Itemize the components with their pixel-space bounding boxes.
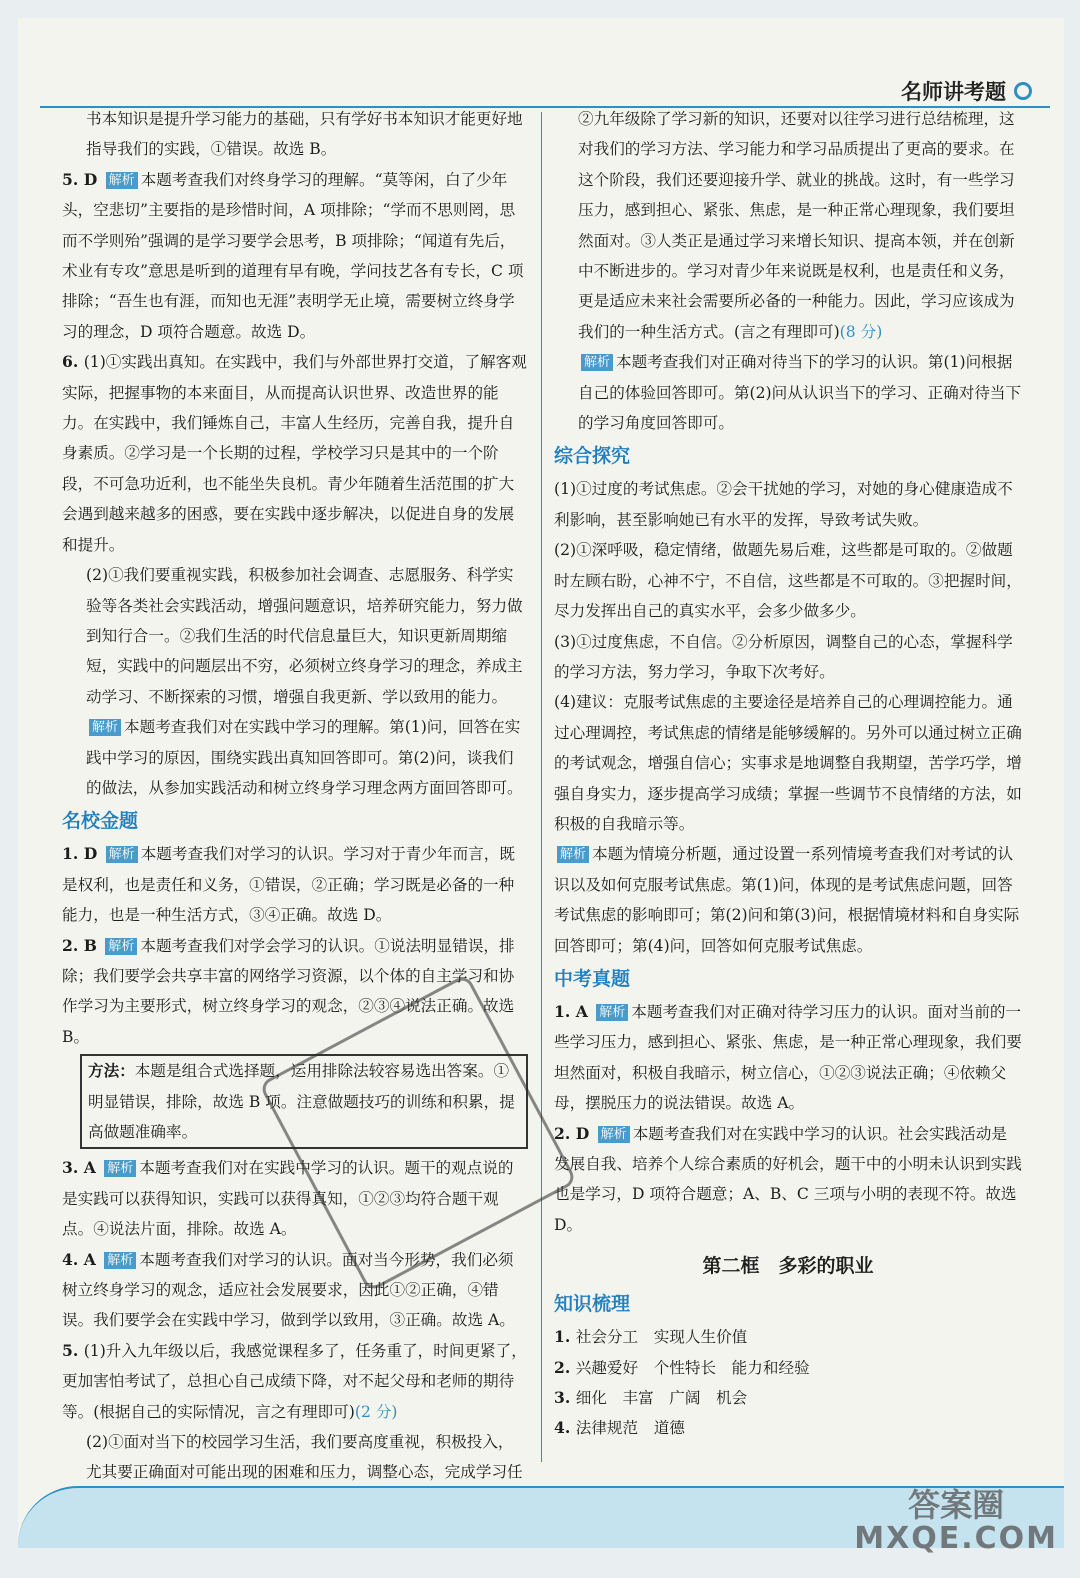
- item-number: 3. A: [62, 1158, 102, 1178]
- item-number: 1. A: [554, 1001, 594, 1021]
- item-text: (1)升入九年级以后，我感觉课程多了，任务重了，时间更紧了，更加害怕考试了，总担心自己成绩下降，对不起父母和老师的期待等。(根据自己的实际情况，言之有理即可): [62, 1341, 527, 1421]
- score-note: (2 分): [354, 1402, 398, 1421]
- item-text: 细化 丰富 广阔 机会: [575, 1389, 748, 1408]
- item-number: 4. A: [62, 1249, 102, 1269]
- item-text: ②九年级除了学习新的知识，还要对以往学习进行总结梳理，这对我们的学习方法、学习能力和学习品质提出了更高的要求。在这个阶段，我们还要迎接升学、就业的挑战。这时，有一些学习压力，感到担心、紧张、焦虑，是一种正常心理现象，我们要坦然面对。③人类正是通过学习来增长知识、提高本领，并在创新中不断进步的。学习对青少年来说既是权利，也是责任和义务，更是适应未来社会需要所必备的一种能力。因此，学习应该成为我们的一种生活方式。(言之有理即可): [578, 110, 1015, 341]
- answer-item: [554, 997, 1022, 1119]
- item-text: 法律规范 道德: [575, 1419, 685, 1438]
- answer-item: [554, 1413, 1022, 1443]
- item-number: 1. D: [62, 844, 103, 864]
- answer-paragraph: [554, 347, 1022, 438]
- section-heading: 名校金题: [62, 810, 139, 833]
- item-text: 本题考查我们对在实践中学习的认识。社会实践活动是发展自我、培养个人综合素质的好机会，题干中的小明未认识到实践也是学习，D 项符合题意；A、B、C 三项与小明的表现不符。故选 D。: [554, 1124, 1022, 1234]
- analysis-tag: 解析: [105, 938, 137, 955]
- watermark-line1: 答案圈: [908, 1486, 1005, 1524]
- section-heading: 综合探究: [554, 445, 631, 468]
- item-text: (3)①过度焦虑，不自信。②分析原因，调整自己的心态，掌握科学的学习方法，努力学习，争取下次考好。: [554, 632, 1013, 681]
- analysis-tag: 解析: [581, 354, 613, 371]
- site-watermark: [854, 1488, 1058, 1556]
- item-text: 本题考查我们对在实践中学习的理解。第(1)问，回答在实践中学习的原因，围绕实践出真知回答即可。第(2)问，谈我们的做法，从参加实践活动和树立终身学习理念两方面回答即可。: [86, 718, 523, 797]
- item-text: (1)①过度的考试焦虑。②会干扰她的学习，对她的身心健康造成不利影响，甚至影响她已有水平的发挥，导致考试失败。: [554, 480, 1013, 529]
- item-text: (2)①深呼吸，稳定情绪，做题先易后难，这些都是可取的。②做题时左顾右盼，心神不宁，不自信，这些都是不可取的。③把握时间，尽力发挥出自己的真实水平，会多少做多少。: [554, 541, 1022, 621]
- item-text: 本题考查我们对终身学习的理解。“莫等闲，白了少年头，空悲切”主要指的是珍惜时间，A 项排除；“学而不思则罔，思而不学则殆”强调的是学习要学会思考，B 项排除；“闻道有先后，术业有专攻”意思是听到的道理有早有晚，学问技艺各有专长，C 项排除；“吾生也有涯，而知也无涯”表明学无止境，需要树立终身学习的理念，D 项符合题意。故选 D。: [62, 170, 524, 341]
- answer-item: [62, 165, 528, 347]
- answer-paragraph: [62, 104, 528, 165]
- item-text: (2)①我们要重视实践，积极参加社会调查、志愿服务、科学实验等各类社会实践活动，增强问题意识，培养研究能力，努力做到知行合一。②我们生活的时代信息量巨大，知识更新周期缩短，实践中的问题层出不穷，必须树立终身学习的理念，养成主动学习、不断探索的习惯，增强自我更新、学以致用的能力。: [86, 566, 523, 706]
- item-text: 本题考查我们对学习的认识。学习对于青少年而言，既是权利，也是责任和义务，①错误，②正确；学习既是必备的一种能力，也是一种生活方式，③④正确。故选 D。: [62, 845, 515, 925]
- item-text: 本题考查我们对在实践中学习的认识。题干的观点说的是实践可以获得知识，实践可以获得真知，①②③均符合题干观点。④说法片面，排除。故选 A。: [62, 1159, 514, 1239]
- answer-paragraph: [554, 535, 1022, 626]
- answer-paragraph: [554, 839, 1022, 961]
- item-text: 社会分工 实现人生价值: [575, 1328, 748, 1347]
- item-number: 2. D: [554, 1123, 595, 1143]
- answer-item: [62, 347, 528, 560]
- answer-item: [62, 839, 528, 930]
- analysis-tag: 解析: [106, 846, 138, 863]
- score-note: (8 分): [839, 322, 883, 341]
- answer-item: [554, 1353, 1022, 1383]
- analysis-tag: 解析: [104, 1160, 136, 1177]
- header-title: 名师讲考题: [901, 80, 1006, 104]
- answer-paragraph: [554, 687, 1022, 839]
- method-text: 本题是组合式选择题，运用排除法较容易选出答案。①明显错误，排除，故选 B 项。注意做题技巧的训练和积累，提高做题准确率。: [88, 1062, 515, 1141]
- header-circle-icon: [1014, 82, 1032, 100]
- answer-item: [554, 1322, 1022, 1352]
- item-text: 本题考查我们对正确对待学习压力的认识。面对当前的一些学习压力，感到担心、紧张、焦虑，是一种正常心理现象，我们要坦然面对，积极自我暗示，树立信心，①②③说法正确；④依赖父母，摆脱压力的说法错误。故选 A。: [554, 1002, 1022, 1113]
- item-text: (1)①实践出真知。在实践中，我们与外部世界打交道，了解客观实际，把握事物的本来面目，从而提高认识世界、改造世界的能力。在实践中，我们锤炼自己，丰富人生经历，完善自我，提升自身素质。②学习是一个长期的过程，学校学习只是其中的一个阶段，不可急功近利，也不能坐失良机。青少年随着生活范围的扩大会遇到越来越多的困惑，要在实践中逐步解决，以促进自身的发展和提升。: [62, 353, 527, 554]
- section-heading: 中考真题: [554, 967, 631, 990]
- watermark-line2: MXQE.COM: [854, 1521, 1058, 1556]
- method-label: 方法：: [88, 1061, 135, 1081]
- analysis-tag: 解析: [557, 846, 589, 863]
- answer-item: [62, 1245, 528, 1336]
- analysis-tag: 解析: [598, 1126, 630, 1143]
- answer-paragraph: [62, 712, 528, 803]
- item-text: 本题考查我们对学习的认识。面对当今形势，我们必须树立终身学习的观念，适应社会发展要求，因此①②正确，④错误。我们要学会在实践中学习，做到学以致用，③正确。故选 A。: [62, 1250, 515, 1330]
- left-column: [62, 104, 528, 1518]
- item-number: 5.: [62, 1340, 84, 1360]
- item-text: 书本知识是提升学习能力的基础，只有学好书本知识才能更好地指导我们的实践，①错误。故选 B。: [86, 110, 523, 159]
- item-number: 4.: [554, 1418, 576, 1438]
- item-number: 6.: [62, 352, 84, 372]
- analysis-tag: 解析: [89, 719, 121, 736]
- analysis-tag: 解析: [596, 1004, 628, 1021]
- right-column: [554, 104, 1022, 1444]
- answer-paragraph: [554, 474, 1022, 535]
- answer-paragraph: [554, 104, 1022, 347]
- item-text: (2)①面对当下的校园学习生活，我们要高度重视，积极投入，尤其要正确面对可能出现的困难和压力，调整心态，完成学习任: [86, 1433, 523, 1482]
- item-text: 本题考查我们对正确对待当下的学习的认识。第(1)问根据自己的体验回答即可。第(2)问从认识当下的学习、正确对待当下的学习角度回答即可。: [578, 353, 1022, 433]
- answer-paragraph: [554, 627, 1022, 688]
- item-text: 本题为情境分析题，通过设置一系列情境考查我们对考试的认识以及如何克服考试焦虑。第(1)问，体现的是考试焦虑问题，回答考试焦虑的影响即可；第(2)问和第(3)问，根据情境材料和自身实际回答即可；第(4)问，回答如何克服考试焦虑。: [554, 845, 1020, 955]
- answer-item: [62, 1336, 528, 1427]
- page-header: [40, 72, 1050, 108]
- item-number: 5. D: [62, 169, 103, 189]
- item-text: (4)建议：克服考试焦虑的主要途径是培养自己的心理调控能力。通过心理调控，考试焦虑的情绪是能够缓解的。另外可以通过树立正确的考试观念，增强自信心；实事求是地调整自我期望，苦学巧学，增强自身实力，逐步提高学习成绩；掌握一些调节不良情绪的方法，如积极的自我暗示等。: [554, 693, 1022, 833]
- lesson-title: 第二框 多彩的职业: [702, 1255, 874, 1278]
- item-text: 兴趣爱好 个性特长 能力和经验: [575, 1358, 810, 1377]
- answer-item: [554, 1383, 1022, 1413]
- item-number: 3.: [554, 1388, 576, 1408]
- column-divider: [541, 112, 542, 1462]
- answer-item: [554, 1119, 1022, 1241]
- analysis-tag: 解析: [106, 172, 138, 189]
- analysis-tag: 解析: [104, 1252, 136, 1269]
- answer-paragraph: [62, 560, 528, 712]
- section-heading: 知识梳理: [554, 1293, 631, 1316]
- item-number: 2.: [554, 1357, 576, 1377]
- item-number: 1.: [554, 1327, 576, 1347]
- item-text: 本题考查我们对学会学习的认识。①说法明显错误，排除；我们要学会共享丰富的网络学习资源，以个体的自主学习和协作学习为主要形式，树立终身学习的观念，②③④说法正确。故选 B。: [62, 936, 515, 1046]
- item-number: 2. B: [62, 935, 103, 955]
